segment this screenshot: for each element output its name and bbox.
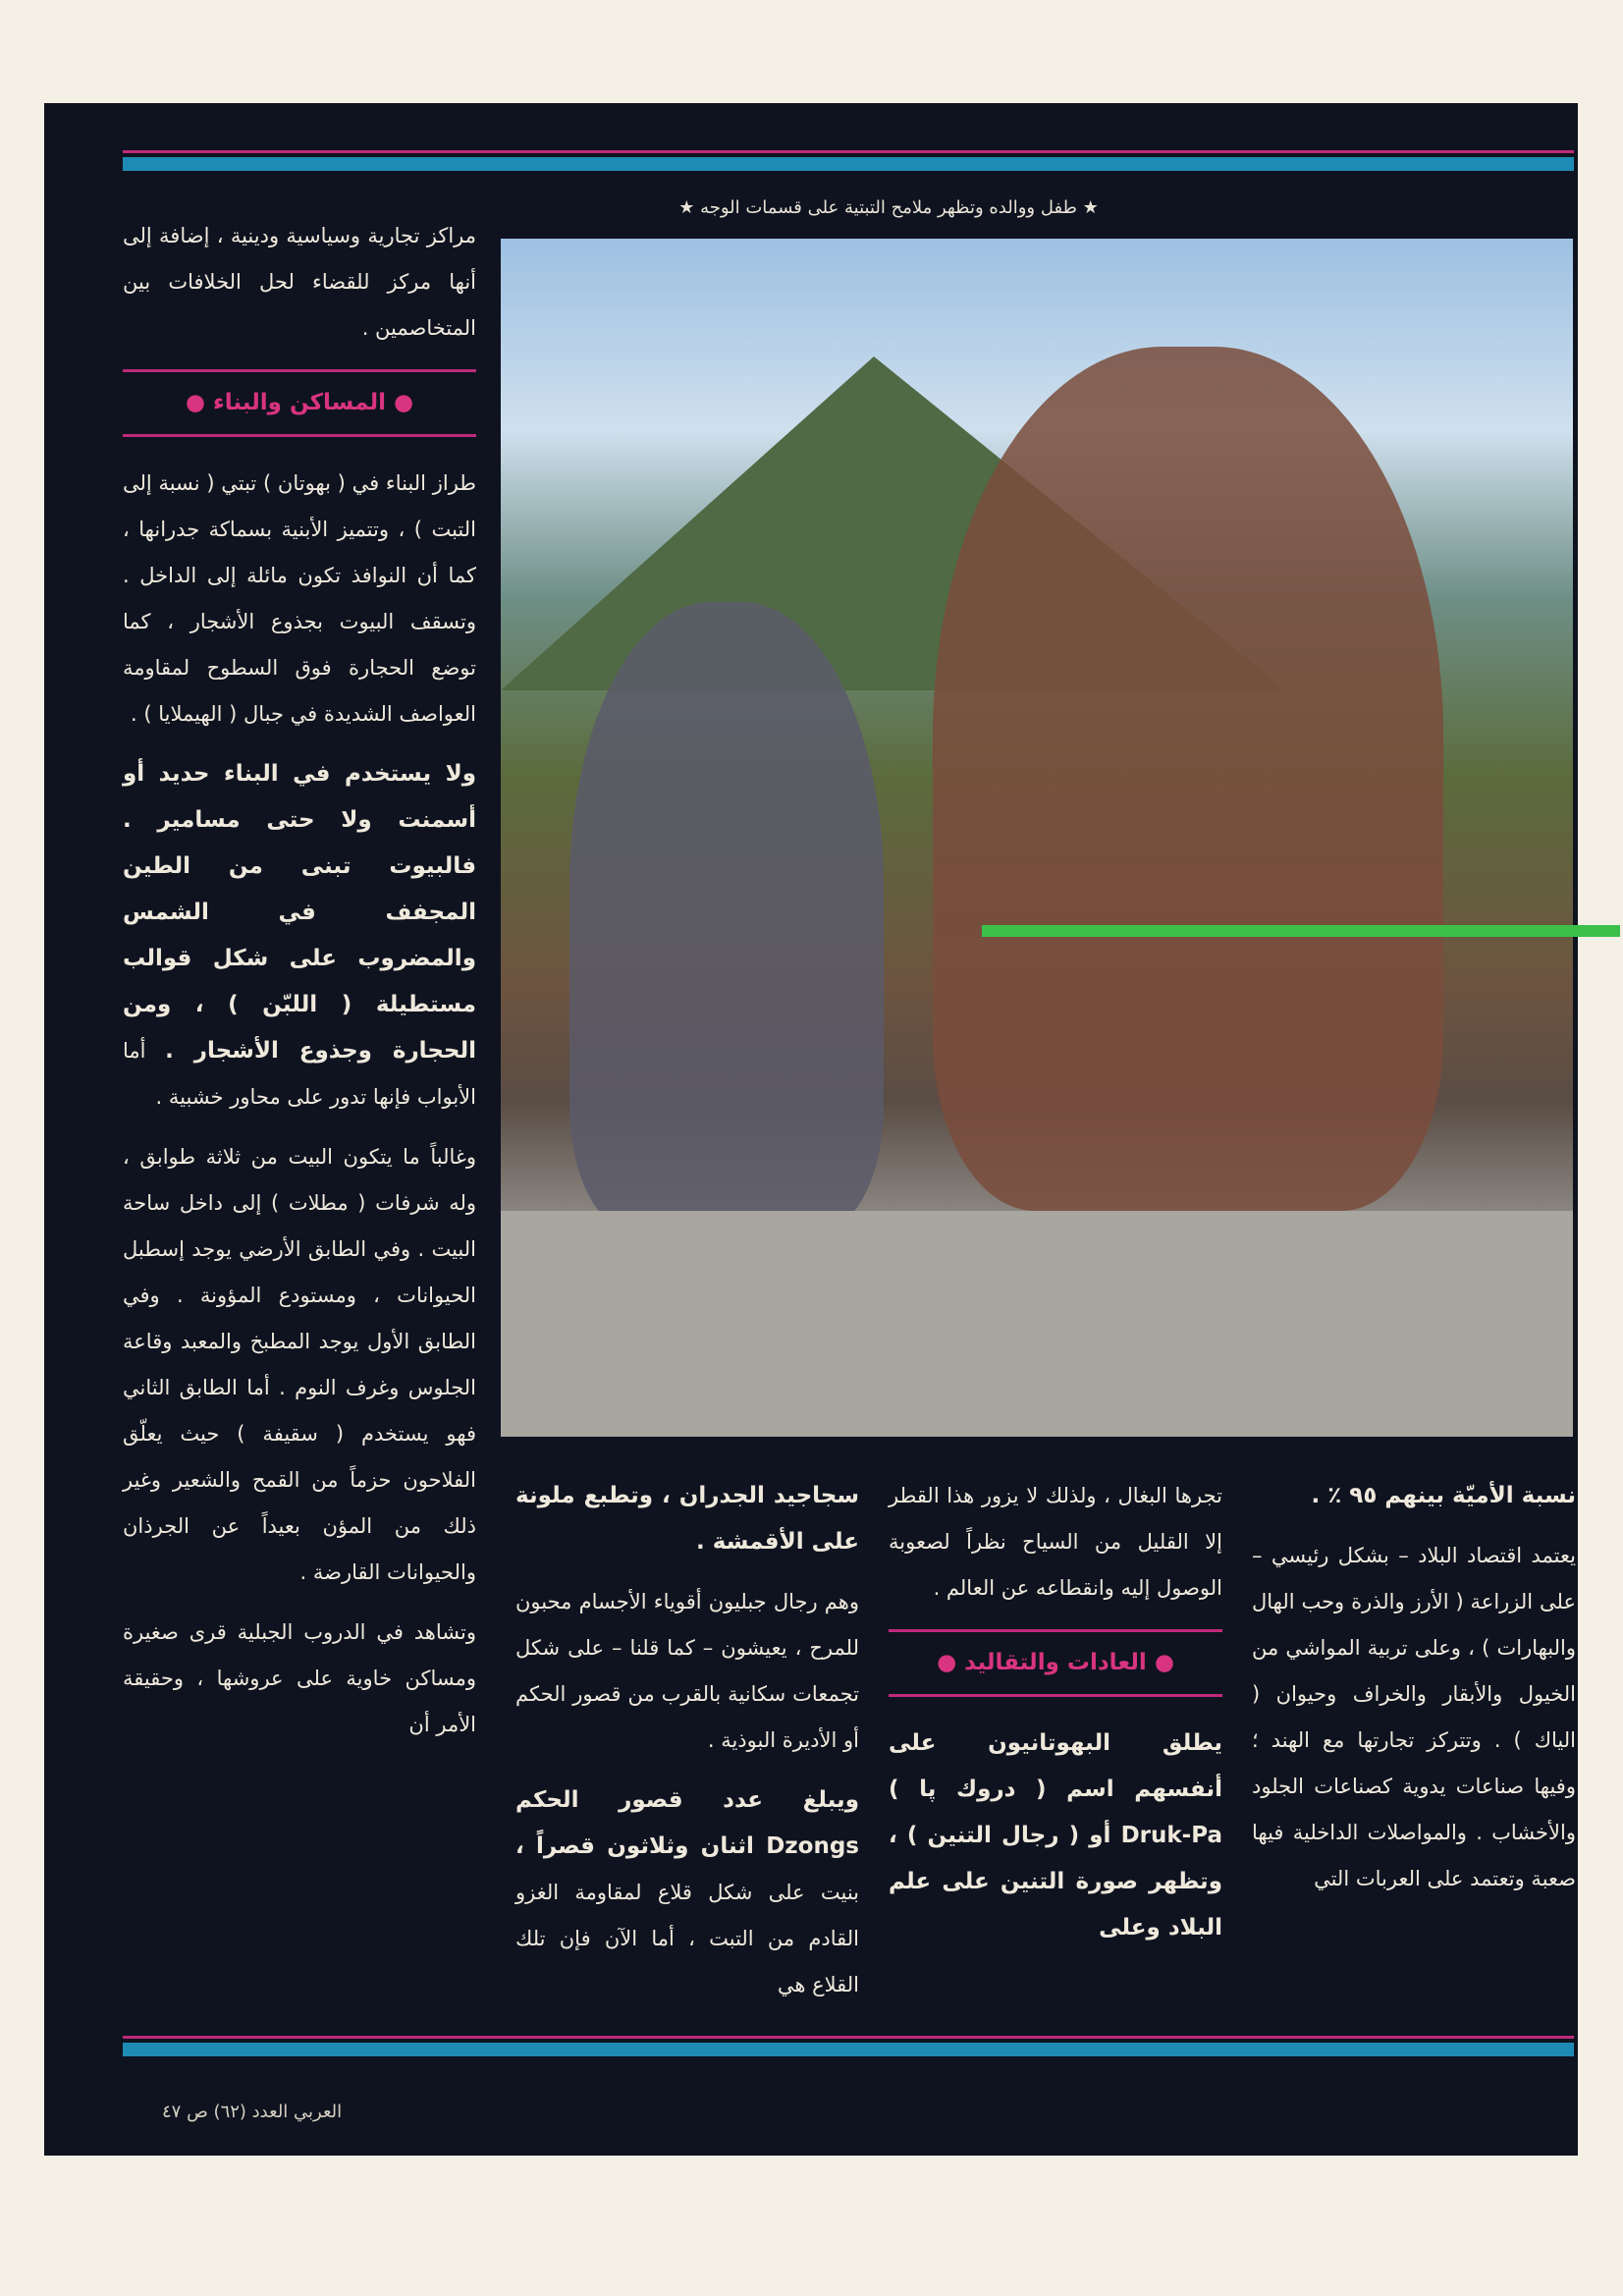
paragraph: مراكز تجارية وسياسية ودينية ، إضافة إلى أنها مركز للقضاء لحل الخلافات بين المتخاصمين . (123, 224, 476, 340)
paragraph (123, 751, 476, 1121)
paragraph-text: بنيت على شكل قلاع لمقاومة الغزو القادم من التبت ، أما الآن فإن تلك القلاع هي (515, 1881, 859, 1996)
paragraph: وهم رجال جبليون أقوياء الأجسام محبون للمرح ، يعيشون – كما قلنا – على شكل تجمعات سكانية بالقرب من قصور الحكم أو الأديرة البوذية . (515, 1590, 859, 1752)
column-left (123, 213, 476, 1762)
paragraph: تجرها البغال ، ولذلك لا يزور هذا القطر إلا القليل من السياح نظراً لصعوبة الوصول إليه وانقطاعه عن العالم . (889, 1484, 1222, 1600)
column-bottom-2 (889, 1473, 1222, 1965)
paragraph: وغالباً ما يتكون البيت من ثلاثة طوابق ، وله شرفات ( مطلات ) إلى داخل ساحة البيت . وفي الطابق الأرضي يوجد إسطبل الحيوانات ، ومستودع المؤونة . وفي الطابق الأول يوجد المطبخ والمعبد وقاعة الجلوس وغرف النوم . أما الطابق الثاني فهو يستخدم ( سقيفة ) حيث يعلّق الفلاحون حزماً من القمح والشعير وغير ذلك من المؤن بعيداً عن الجرذان والحيوانات القارضة . (123, 1145, 476, 1584)
boy-figure (569, 602, 884, 1230)
bold-text: نسبة الأميّة بينهم ٩٥ ٪ . (1311, 1483, 1576, 1508)
column-bottom-1 (1252, 1473, 1576, 1916)
paragraph: يعتمد اقتصاد البلاد – بشكل رئيسي – على الزراعة ( الأرز والذرة وحب الهال والبهارات ) ، وعلى تربية المواشي من الخيول والأبقار والخراف وحيوان ( الياك ) . وتتركز تجارتها مع الهند ؛ وفيها صناعات يدوية كصناعات الجلود والأخشاب . والمواصلات الداخلية فيها صعبة وتعتمد على العربات التي (1252, 1544, 1576, 1890)
paragraph (889, 1721, 1222, 1951)
paragraph (1252, 1473, 1576, 1519)
paragraph (515, 1473, 859, 1565)
paragraph-text: أما الأبواب فإنها تدور على محاور خشبية . (123, 1039, 476, 1109)
bottom-stripe (123, 2043, 1574, 2056)
paragraph: طراز البناء في ( بهوتان ) تبتي ( نسبة إلى التبت ) ، وتتميز الأبنية بسماكة جدرانها ، كما أن النوافذ تكون مائلة إلى الداخل . وتسقف البيوت بجذوع الأشجار ، كما توضع الحجارة فوق السطوح لمقاومة العواصف الشديدة في جبال ( الهيملايا ) . (123, 471, 476, 726)
photo-father-and-son (501, 239, 1573, 1437)
magazine-page (44, 103, 1578, 2156)
paragraph: وتشاهد في الدروب الجبلية قرى صغيرة ومساكن خاوية على عروشها ، وحقيقة الأمر أن (123, 1620, 476, 1736)
page-footer: العربي العدد (٦٢) ص ٤٧ (162, 2102, 343, 2122)
photo-caption: ★ طفل ووالده وتظهر ملامح التبتية على قسمات الوجه ★ (678, 197, 1099, 218)
bold-text: سجاجيد الجدران ، وتطبع ملونة على الأقمشة . (515, 1483, 859, 1555)
bold-text: ويبلغ عدد قصور الحكم Dzongs اثنان وثلاثون قصراً ، (515, 1787, 859, 1859)
man-figure (933, 347, 1443, 1211)
rock-ground (501, 1211, 1573, 1437)
paragraph (515, 1777, 859, 2008)
section-heading-customs: ● العادات والتقاليد ● (889, 1629, 1222, 1697)
column-bottom-3 (515, 1473, 859, 2022)
bold-text: ولا يستخدم في البناء حديد أو أسمنت ولا حتى مسامير . فالبيوت تبنى من الطين المجفف في الشمس والمضروب على شكل قوالب مستطيلة ( اللبّن ) ، ومن الحجارة وجذوع الأشجار . (123, 761, 476, 1064)
top-stripe (123, 157, 1574, 171)
section-heading-housing: ● المساكن والبناء ● (123, 369, 476, 437)
scan-artifact (982, 925, 1620, 937)
bold-text: يطلق البهوتانيون على أنفسهم اسم ( دروك پا ) Druk-Pa أو ( رجال التنين ) ، وتظهر صورة التنين على علم البلاد وعلى (889, 1730, 1222, 1941)
